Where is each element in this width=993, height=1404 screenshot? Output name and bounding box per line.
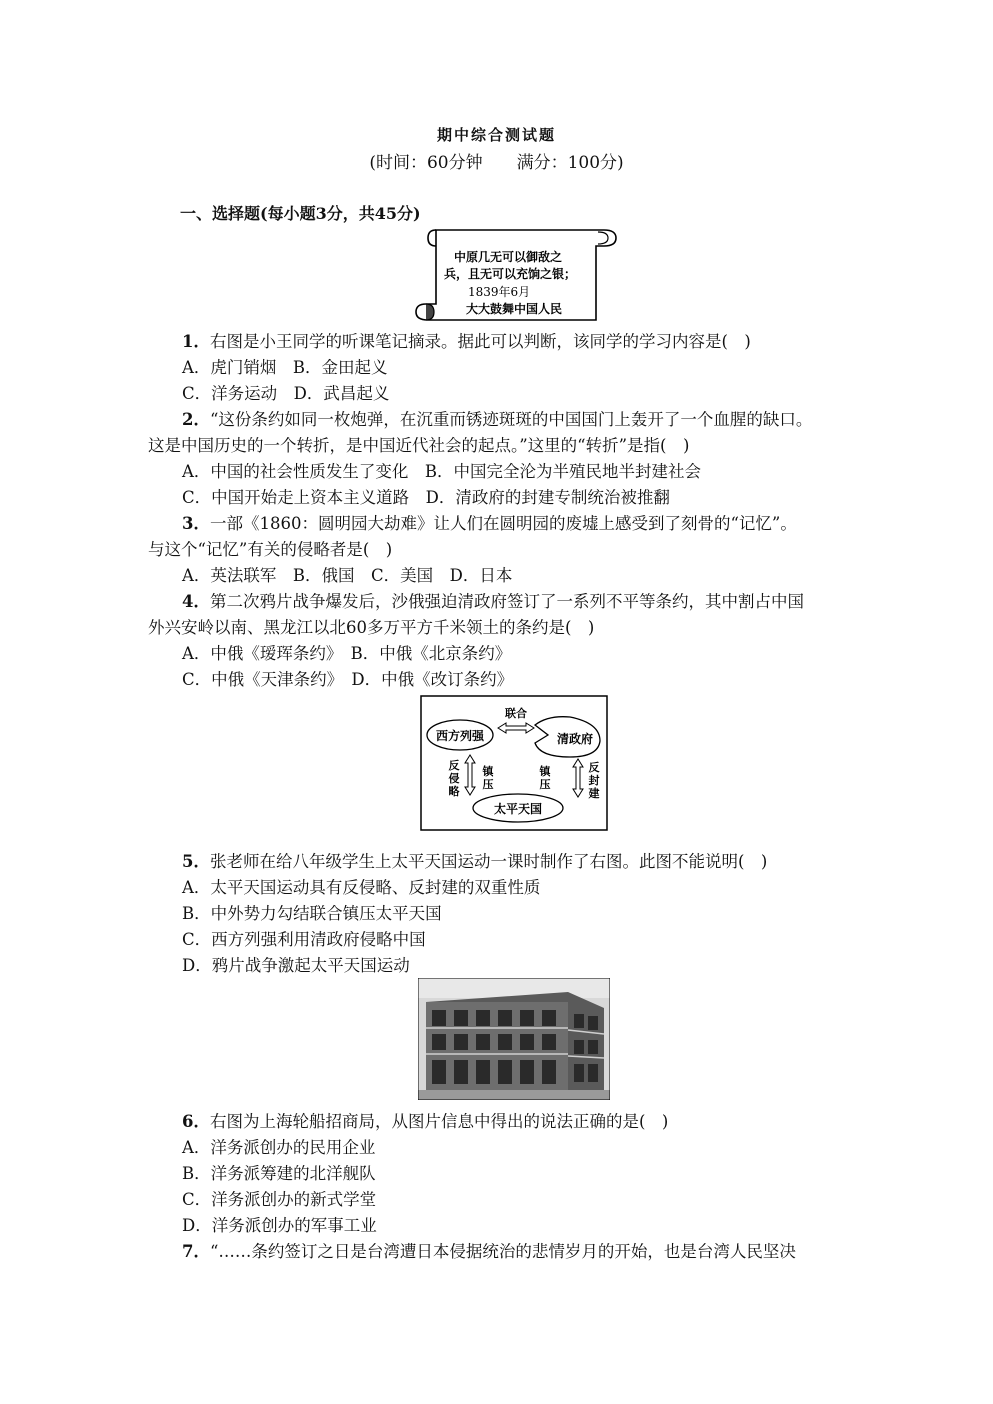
- q5-option-c: C．西方列强利用清政府侵略中国: [182, 930, 426, 949]
- q1-options-row-1: A．虎门销烟 B．金田起义: [182, 358, 388, 377]
- page-title: 期中综合测试题: [436, 126, 556, 144]
- q6-option-a: A．洋务派创办的民用企业: [182, 1138, 376, 1157]
- q4-options-row-1: A．中俄《瑷珲条约》 B．中俄《北京条约》: [182, 644, 512, 663]
- q4-options-row-2: C．中俄《天津条约》 D．中俄《改订条约》: [182, 670, 514, 689]
- question-3-line-2: 与这个“记忆”有关的侵略者是( ): [148, 540, 393, 559]
- question-7: 7．“……条约签订之日是台湾遭日本侵据统治的悲情岁月的开始，也是台湾人民坚决: [182, 1242, 796, 1261]
- question-2-line-2: 这是中国历史的一个转折，是中国近代社会的起点。”这里的“转折”是指( ): [148, 436, 690, 455]
- q5-option-a: A．太平天国运动具有反侵略、反封建的双重性质: [182, 878, 541, 897]
- anti-aggression-3: 略: [448, 785, 460, 798]
- taiping-relation-diagram: [420, 695, 608, 831]
- suppress-left-2: 压: [482, 778, 494, 791]
- diagram-svg: [420, 695, 608, 831]
- scroll-line-1: 中原几无可以御敌之: [454, 250, 563, 264]
- section-heading: 一、选择题(每小题3分，共45分): [180, 204, 421, 223]
- suppress-right-1: 镇: [539, 765, 551, 778]
- scroll-illustration: [408, 224, 620, 326]
- suppress-left-1: 镇: [482, 765, 494, 778]
- anti-aggression-2: 侵: [448, 772, 460, 785]
- qing-government-label: 清政府: [556, 732, 594, 746]
- question-4: 4．第二次鸦片战争爆发后，沙俄强迫清政府签订了一系列不平等条约，其中割占中国: [182, 592, 804, 611]
- exam-subtitle: (时间：60分钟 满分：100分): [369, 153, 624, 173]
- q6-option-b: B．洋务派筹建的北洋舰队: [182, 1164, 376, 1183]
- anti-feudal-2: 封: [588, 774, 600, 787]
- question-1: 1．右图是小王同学的听课笔记摘录。据此可以判断，该同学的学习内容是( ): [182, 332, 751, 351]
- question-3: 3．一部《1860：圆明园大劫难》让人们在圆明园的废墟上感受到了刻骨的“记忆”。: [182, 514, 797, 533]
- q2-options-row-2: C．中国开始走上资本主义道路 D．清政府的封建专制统治被推翻: [182, 488, 670, 507]
- shanghai-merchants-building-photo: [418, 978, 610, 1100]
- question-6: 6．右图为上海轮船招商局，从图片信息中得出的说法正确的是( ): [182, 1112, 669, 1131]
- q1-options-row-2: C．洋务运动 D．武昌起义: [182, 384, 390, 403]
- scroll-note-figure: [408, 224, 620, 326]
- question-5: 5．张老师在给八年级学生上太平天国运动一课时制作了右图。此图不能说明( ): [182, 852, 768, 871]
- building-photo-svg: [418, 978, 610, 1100]
- western-powers-label: 西方列强: [435, 729, 485, 743]
- anti-aggression-1: 反: [448, 759, 460, 772]
- anti-feudal-1: 反: [588, 761, 600, 774]
- q6-option-c: C．洋务派创办的新式学堂: [182, 1190, 377, 1209]
- taiping-label: 太平天国: [493, 802, 543, 816]
- unite-label: 联合: [505, 707, 527, 720]
- question-2: 2．“这份条约如同一枚炮弹，在沉重而锈迹斑斑的中国国门上轰开了一个血腥的缺口。: [182, 410, 813, 429]
- scroll-line-2: 兵，且无可以充饷之银；: [444, 267, 577, 281]
- scroll-line-4: 大大鼓舞中国人民: [466, 302, 563, 316]
- q5-option-b: B．中外势力勾结联合镇压太平天国: [182, 904, 442, 923]
- q3-options: A．英法联军 B．俄国 C．美国 D．日本: [182, 566, 513, 585]
- q5-option-d: D．鸦片战争激起太平天国运动: [182, 956, 410, 975]
- suppress-right-2: 压: [539, 778, 551, 791]
- scroll-line-3: 1839年6月: [468, 285, 531, 299]
- question-4-line-2: 外兴安岭以南、黑龙江以北60多万平方千米领土的条约是( ): [148, 618, 595, 637]
- anti-feudal-3: 建: [588, 787, 600, 800]
- q6-option-d: D．洋务派创办的军事工业: [182, 1216, 377, 1235]
- q2-options-row-1: A．中国的社会性质发生了变化 B．中国完全沦为半殖民地半封建社会: [182, 462, 702, 481]
